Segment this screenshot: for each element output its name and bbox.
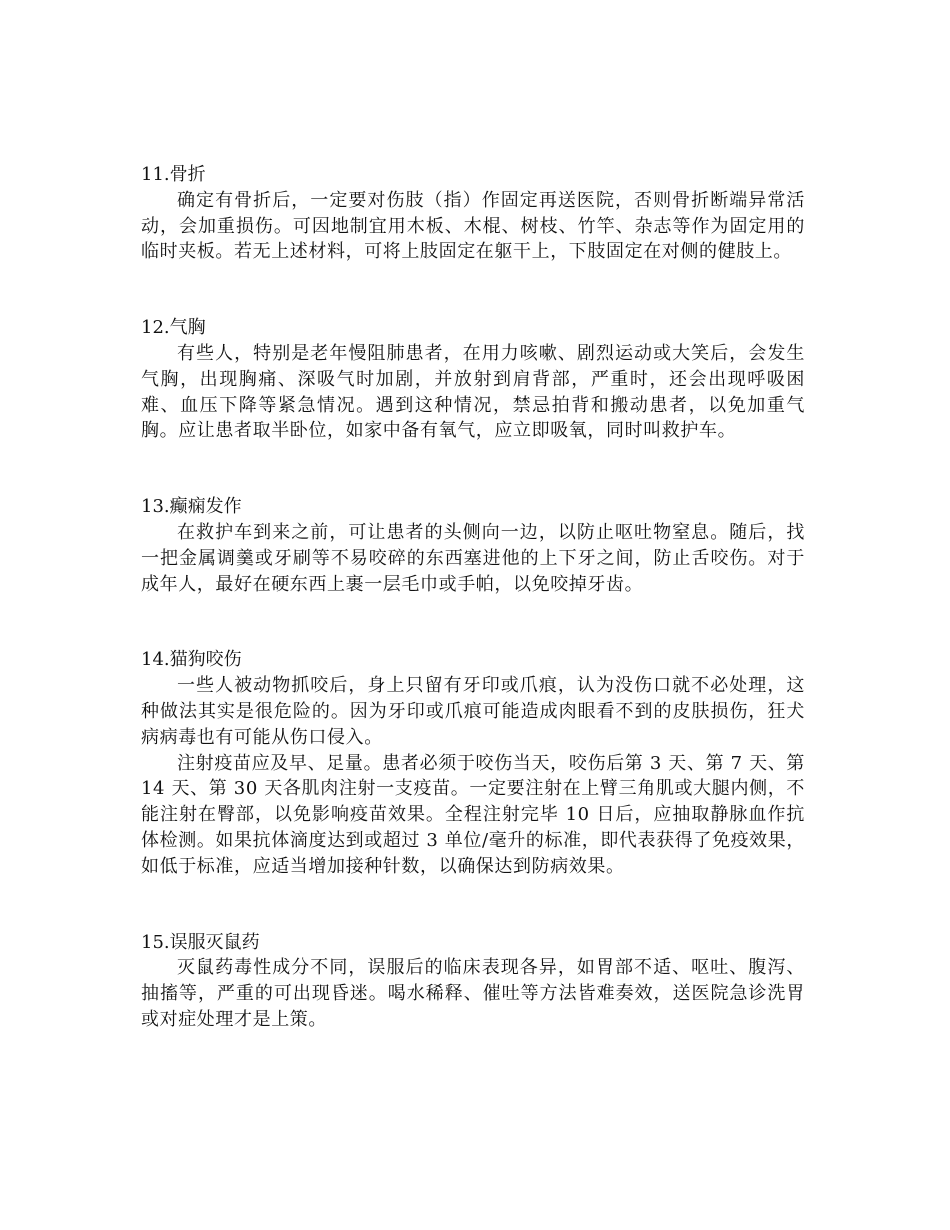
paragraph: 在救护车到来之前，可让患者的头侧向一边，以防止呕吐物窒息。随后，找一把金属调羹或牙刷等不易咬碎的东西塞进他的上下牙之间，防止舌咬伤。对于成年人，最好在硬东西上裹一层毛巾或手帕，以免咬掉牙齿。 [141, 521, 805, 595]
section-title: 13.癫痫发作 [141, 496, 242, 518]
paragraph: 有些人，特别是老年慢阻肺患者，在用力咳嗽、剧烈运动或大笑后，会发生气胸，出现胸痛、深吸气时加剧，并放射到肩背部，严重时，还会出现呼吸困难、血压下降等紧急情况。遇到这种情况，禁忌拍背和搬动患者，以免加重气胸。应让患者取半卧位，如家中备有氧气，应立即吸氧，同时叫救护车。 [141, 342, 805, 442]
section-epilepsy [141, 494, 805, 597]
section-title: 14.猫狗咬伤 [141, 649, 242, 671]
paragraph: 确定有骨折后，一定要对伤肢（指）作固定再送医院，否则骨折断端异常活动，会加重损伤。可因地制宜用木板、木棍、树枝、竹竿、杂志等作为固定用的临时夹板。若无上述材料，可将上肢固定在躯干上，下肢固定在对侧的健肢上。 [141, 189, 805, 263]
section-title: 12.气胸 [141, 317, 206, 339]
paragraph: 注射疫苗应及早、足量。患者必须于咬伤当天，咬伤后第 3 天、第 7 天、第 14 天、第 30 天各肌肉注射一支疫苗。一定要注射在上臂三角肌或大腿内侧，不能注射在臀部，以免影响疫苗效果。全程注射完毕 10 日后，应抽取静脉血作抗体检测。如果抗体滴度达到或超过 3 单位/毫升的标准，即代表获得了免疫效果，如低于标准，应适当增加接种针数，以确保达到防病效果。 [141, 752, 805, 877]
section-title: 11.骨折 [141, 164, 206, 185]
section-pneumothorax [141, 315, 805, 444]
document-body [141, 162, 805, 1083]
paragraph: 灭鼠药毒性成分不同，误服后的临床表现各异，如胃部不适、呕吐、腹泻、抽搐等，严重的可出现昏迷。喝水稀释、催吐等方法皆难奏效，送医院急诊洗胃或对症处理才是上策。 [141, 957, 805, 1030]
paragraph: 一些人被动物抓咬后，身上只留有牙印或爪痕，认为没伤口就不必处理，这种做法其实是很危险的。因为牙印或爪痕可能造成肉眼看不到的皮肤损伤，狂犬病病毒也有可能从伤口侵入。 [141, 675, 805, 748]
section-animal-bite [141, 647, 805, 879]
section-fracture [141, 162, 805, 265]
section-title: 15.误服灭鼠药 [141, 931, 260, 953]
section-rodenticide [141, 930, 805, 1033]
